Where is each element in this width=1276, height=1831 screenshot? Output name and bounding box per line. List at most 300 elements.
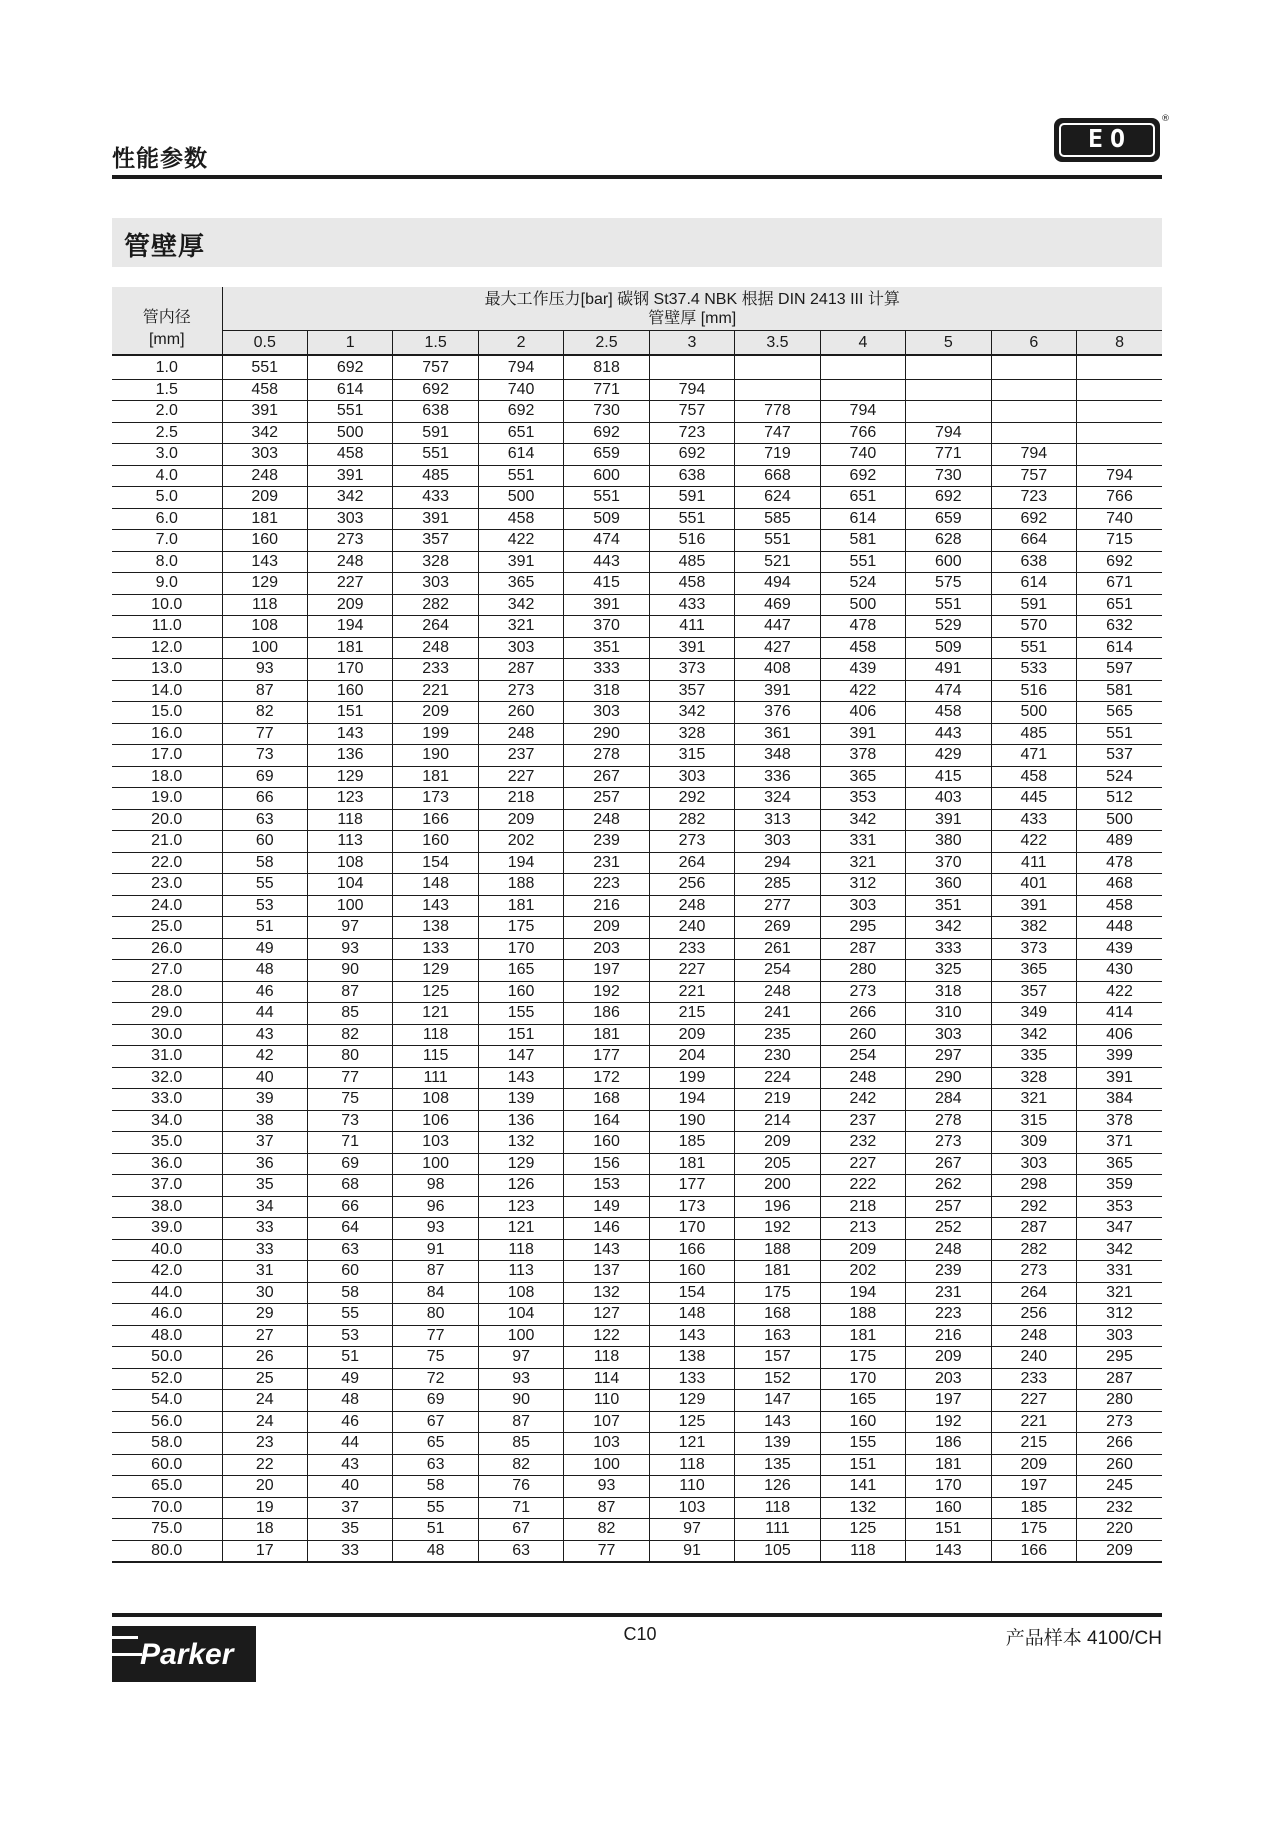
pressure-cell: 494	[735, 573, 820, 595]
pressure-cell: 87	[478, 1411, 563, 1433]
pressure-cell	[820, 355, 905, 379]
table-row	[112, 530, 1162, 552]
pressure-cell: 147	[478, 1046, 563, 1068]
pressure-cell: 794	[906, 422, 991, 444]
pressure-cell: 321	[1077, 1282, 1162, 1304]
registered-mark: ®	[1161, 114, 1170, 124]
pressure-cell: 46	[222, 981, 307, 1003]
pressure-cell: 48	[222, 960, 307, 982]
pressure-cell: 132	[478, 1132, 563, 1154]
table-row	[112, 551, 1162, 573]
pressure-cell: 27	[222, 1325, 307, 1347]
eo-brand-logo	[1054, 114, 1170, 162]
pressure-cell: 241	[735, 1003, 820, 1025]
pressure-cell: 181	[307, 637, 392, 659]
pressure-cell: 85	[478, 1433, 563, 1455]
pressure-cell: 110	[649, 1476, 734, 1498]
pressure-cell: 60	[307, 1261, 392, 1283]
pressure-cell: 66	[307, 1196, 392, 1218]
pressure-cell: 551	[222, 355, 307, 379]
pressure-cell: 458	[478, 508, 563, 530]
table-row	[112, 1497, 1162, 1519]
pressure-cell: 114	[564, 1368, 649, 1390]
pressure-cell: 600	[564, 465, 649, 487]
pressure-cell: 591	[393, 422, 478, 444]
table-row	[112, 938, 1162, 960]
thickness-column-header: 1	[307, 331, 392, 356]
pressure-cell: 197	[991, 1476, 1076, 1498]
pressure-cell: 509	[564, 508, 649, 530]
pressure-cell: 342	[478, 594, 563, 616]
inner-diameter-cell: 12.0	[112, 637, 222, 659]
pressure-cell: 287	[478, 659, 563, 681]
pressure-cell: 335	[991, 1046, 1076, 1068]
pressure-cell: 794	[478, 355, 563, 379]
pressure-cell: 551	[307, 401, 392, 423]
table-caption-line2: 管壁厚 [mm]	[648, 309, 737, 327]
pressure-cell: 433	[393, 487, 478, 509]
pressure-cell: 163	[735, 1325, 820, 1347]
pressure-cell: 415	[564, 573, 649, 595]
table-row	[112, 723, 1162, 745]
pressure-cell: 365	[478, 573, 563, 595]
pressure-cell: 230	[735, 1046, 820, 1068]
pressure-cell: 328	[991, 1067, 1076, 1089]
inner-diameter-cell: 26.0	[112, 938, 222, 960]
pressure-cell: 715	[1077, 530, 1162, 552]
table-row	[112, 1454, 1162, 1476]
pressure-cell: 260	[1077, 1454, 1162, 1476]
pressure-cell: 233	[991, 1368, 1076, 1390]
pressure-cell: 63	[307, 1239, 392, 1261]
pressure-cell: 123	[307, 788, 392, 810]
pressure-cell: 107	[564, 1411, 649, 1433]
pressure-cell: 324	[735, 788, 820, 810]
pressure-cell: 227	[649, 960, 734, 982]
pressure-cell: 203	[906, 1368, 991, 1390]
pressure-cell: 125	[393, 981, 478, 1003]
pressure-cell: 489	[1077, 831, 1162, 853]
thickness-column-header: 4	[820, 331, 905, 356]
pressure-cell: 664	[991, 530, 1076, 552]
pressure-cell: 292	[991, 1196, 1076, 1218]
pressure-cell: 188	[735, 1239, 820, 1261]
pressure-cell: 303	[991, 1153, 1076, 1175]
pressure-cell: 118	[222, 594, 307, 616]
pressure-cell: 256	[649, 874, 734, 896]
pressure-cell: 575	[906, 573, 991, 595]
pressure-cell: 55	[222, 874, 307, 896]
pressure-cell: 380	[906, 831, 991, 853]
pressure-cell: 399	[1077, 1046, 1162, 1068]
pressure-cell: 692	[649, 444, 734, 466]
table-row	[112, 960, 1162, 982]
pressure-cell: 264	[393, 616, 478, 638]
pressure-cell: 290	[906, 1067, 991, 1089]
pressure-cell: 129	[307, 766, 392, 788]
pressure-cell: 141	[820, 1476, 905, 1498]
table-row	[112, 917, 1162, 939]
pressure-cell: 160	[307, 680, 392, 702]
pressure-cell: 757	[991, 465, 1076, 487]
pressure-cell: 794	[991, 444, 1076, 466]
pressure-cell: 342	[649, 702, 734, 724]
inner-diameter-cell: 65.0	[112, 1476, 222, 1498]
table-row	[112, 1153, 1162, 1175]
pressure-cell: 209	[991, 1454, 1076, 1476]
pressure-cell: 216	[564, 895, 649, 917]
pressure-cell: 194	[307, 616, 392, 638]
pressure-cell: 248	[906, 1239, 991, 1261]
pressure-cell: 160	[478, 981, 563, 1003]
pressure-cell: 36	[222, 1153, 307, 1175]
pressure-cell: 44	[222, 1003, 307, 1025]
inner-diameter-cell: 1.0	[112, 355, 222, 379]
pressure-cell: 227	[991, 1390, 1076, 1412]
pressure-cell: 659	[906, 508, 991, 530]
pressure-cell: 757	[649, 401, 734, 423]
pressure-cell: 19	[222, 1497, 307, 1519]
header-divider	[112, 175, 1162, 179]
pressure-cell: 219	[735, 1089, 820, 1111]
pressure-cell: 93	[393, 1218, 478, 1240]
pressure-cell: 129	[222, 573, 307, 595]
pressure-cell: 121	[649, 1433, 734, 1455]
pressure-cell: 458	[649, 573, 734, 595]
pressure-cell: 757	[393, 355, 478, 379]
pressure-cell: 248	[820, 1067, 905, 1089]
pressure-cell: 370	[564, 616, 649, 638]
pressure-cell: 239	[906, 1261, 991, 1283]
pressure-cell	[1077, 422, 1162, 444]
pressure-cell: 294	[735, 852, 820, 874]
pressure-cell	[991, 422, 1076, 444]
pressure-cell: 143	[478, 1067, 563, 1089]
pressure-cell: 93	[222, 659, 307, 681]
pressure-cell: 403	[906, 788, 991, 810]
pressure-cell: 237	[820, 1110, 905, 1132]
inner-diameter-cell: 1.5	[112, 379, 222, 401]
pressure-cell: 125	[820, 1519, 905, 1541]
inner-diameter-cell: 75.0	[112, 1519, 222, 1541]
inner-diameter-cell: 27.0	[112, 960, 222, 982]
pressure-cell: 203	[564, 938, 649, 960]
inner-diameter-cell: 18.0	[112, 766, 222, 788]
pressure-cell: 422	[1077, 981, 1162, 1003]
pressure-cell: 25	[222, 1368, 307, 1390]
pressure-cell: 194	[649, 1089, 734, 1111]
pressure-cell: 248	[478, 723, 563, 745]
inner-diameter-cell: 37.0	[112, 1175, 222, 1197]
thickness-header-row	[112, 331, 1162, 356]
inner-diameter-cell: 48.0	[112, 1325, 222, 1347]
pressure-cell: 113	[478, 1261, 563, 1283]
pressure-cell: 391	[564, 594, 649, 616]
pressure-cell: 143	[564, 1239, 649, 1261]
pressure-cell: 353	[1077, 1196, 1162, 1218]
pressure-cell	[991, 401, 1076, 423]
pressure-cell: 160	[564, 1132, 649, 1154]
table-row	[112, 1003, 1162, 1025]
pressure-cell: 254	[735, 960, 820, 982]
inner-diameter-cell: 2.0	[112, 401, 222, 423]
pressure-cell: 153	[564, 1175, 649, 1197]
pressure-cell: 24	[222, 1411, 307, 1433]
pressure-cell: 348	[735, 745, 820, 767]
pressure-cell: 240	[649, 917, 734, 939]
pressure-cell: 273	[991, 1261, 1076, 1283]
inner-diameter-cell: 30.0	[112, 1024, 222, 1046]
pressure-cell	[649, 355, 734, 379]
pressure-cell: 614	[307, 379, 392, 401]
pressure-cell: 197	[564, 960, 649, 982]
pressure-cell: 292	[649, 788, 734, 810]
pressure-cell: 143	[649, 1325, 734, 1347]
pressure-cell: 318	[564, 680, 649, 702]
pressure-cell: 105	[735, 1540, 820, 1562]
pressure-cell: 175	[991, 1519, 1076, 1541]
catalog-reference: 产品样本 4100/CH	[1005, 1628, 1162, 1649]
pressure-cell: 60	[222, 831, 307, 853]
pressure-cell: 137	[564, 1261, 649, 1283]
pressure-cell: 500	[820, 594, 905, 616]
pressure-cell: 260	[820, 1024, 905, 1046]
inner-diameter-cell: 3.0	[112, 444, 222, 466]
pressure-cell: 82	[222, 702, 307, 724]
pressure-cell: 408	[735, 659, 820, 681]
pressure-cell: 108	[393, 1089, 478, 1111]
pressure-cell: 34	[222, 1196, 307, 1218]
parker-logo-text: Parker	[140, 1638, 234, 1671]
pressure-cell: 151	[307, 702, 392, 724]
pressure-cell: 254	[820, 1046, 905, 1068]
pressure-cell: 581	[820, 530, 905, 552]
pressure-cell: 91	[649, 1540, 734, 1562]
pressure-cell: 264	[649, 852, 734, 874]
pressure-cell: 692	[820, 465, 905, 487]
pressure-cell: 71	[307, 1132, 392, 1154]
table-row	[112, 702, 1162, 724]
pressure-cell: 111	[735, 1519, 820, 1541]
pressure-cell: 181	[735, 1261, 820, 1283]
pressure-cell: 164	[564, 1110, 649, 1132]
pressure-cell: 794	[1077, 465, 1162, 487]
pressure-cell: 248	[564, 809, 649, 831]
pressure-cell: 485	[649, 551, 734, 573]
pressure-cell: 96	[393, 1196, 478, 1218]
table-row	[112, 831, 1162, 853]
pressure-cell: 77	[222, 723, 307, 745]
inner-diameter-cell: 17.0	[112, 745, 222, 767]
pressure-cell: 551	[735, 530, 820, 552]
pressure-cell: 223	[564, 874, 649, 896]
pressure-cell: 196	[735, 1196, 820, 1218]
inner-diameter-cell: 7.0	[112, 530, 222, 552]
pressure-cell: 491	[906, 659, 991, 681]
pressure-cell: 118	[820, 1540, 905, 1562]
pressure-cell: 458	[820, 637, 905, 659]
pressure-cell: 458	[991, 766, 1076, 788]
pressure-cell: 139	[735, 1433, 820, 1455]
pressure-cell: 67	[478, 1519, 563, 1541]
table-row	[112, 788, 1162, 810]
table-row	[112, 573, 1162, 595]
pressure-cell: 77	[307, 1067, 392, 1089]
pressure-cell: 160	[393, 831, 478, 853]
pressure-cell: 651	[478, 422, 563, 444]
pressure-cell: 422	[820, 680, 905, 702]
pressure-cell: 199	[649, 1067, 734, 1089]
inner-diameter-cell: 38.0	[112, 1196, 222, 1218]
pressure-cell: 151	[478, 1024, 563, 1046]
pressure-cell: 209	[564, 917, 649, 939]
pressure-cell: 370	[906, 852, 991, 874]
pressure-cell: 269	[735, 917, 820, 939]
pressure-cell: 614	[820, 508, 905, 530]
pressure-cell: 331	[1077, 1261, 1162, 1283]
pressure-cell: 778	[735, 401, 820, 423]
pressure-cell: 273	[307, 530, 392, 552]
pressure-cell: 231	[906, 1282, 991, 1304]
pressure-cell: 186	[564, 1003, 649, 1025]
inner-diameter-cell: 40.0	[112, 1239, 222, 1261]
pressure-cell: 723	[991, 487, 1076, 509]
table-row	[112, 1024, 1162, 1046]
pressure-cell	[1077, 379, 1162, 401]
pressure-cell: 266	[1077, 1433, 1162, 1455]
pressure-cell: 303	[906, 1024, 991, 1046]
pressure-cell: 175	[735, 1282, 820, 1304]
pressure-cell: 214	[735, 1110, 820, 1132]
pressure-cell: 692	[478, 401, 563, 423]
pressure-cell: 303	[222, 444, 307, 466]
pressure-cell: 166	[393, 809, 478, 831]
pressure-cell: 391	[307, 465, 392, 487]
inner-diameter-cell: 2.5	[112, 422, 222, 444]
table-row	[112, 1519, 1162, 1541]
pressure-cell: 22	[222, 1454, 307, 1476]
inner-diameter-cell: 33.0	[112, 1089, 222, 1111]
pressure-cell: 692	[1077, 551, 1162, 573]
pressure-cell: 474	[564, 530, 649, 552]
thickness-column-header: 2.5	[564, 331, 649, 356]
pressure-cell: 278	[564, 745, 649, 767]
pressure-cell: 213	[820, 1218, 905, 1240]
inner-diameter-cell: 60.0	[112, 1454, 222, 1476]
pressure-cell: 209	[735, 1132, 820, 1154]
table-row	[112, 1196, 1162, 1218]
page-header-title: 性能参数	[112, 146, 208, 172]
section-title: 管壁厚	[124, 232, 206, 262]
page-number: C10	[623, 1624, 657, 1644]
pressure-cell: 190	[393, 745, 478, 767]
pressure-cell: 139	[478, 1089, 563, 1111]
pressure-cell: 551	[393, 444, 478, 466]
pressure-cell: 391	[222, 401, 307, 423]
pressure-cell: 282	[649, 809, 734, 831]
pressure-cell: 309	[991, 1132, 1076, 1154]
inner-diameter-cell: 19.0	[112, 788, 222, 810]
pressure-cell: 209	[222, 487, 307, 509]
pressure-cell: 177	[649, 1175, 734, 1197]
inner-diameter-cell: 15.0	[112, 702, 222, 724]
pressure-cell: 353	[820, 788, 905, 810]
pressure-cell: 63	[478, 1540, 563, 1562]
pressure-cell: 181	[649, 1153, 734, 1175]
inner-diameter-cell: 20.0	[112, 809, 222, 831]
pressure-cell: 151	[906, 1519, 991, 1541]
pressure-cell: 185	[649, 1132, 734, 1154]
pressure-cell: 129	[478, 1153, 563, 1175]
table-row	[112, 1347, 1162, 1369]
pressure-cell: 172	[564, 1067, 649, 1089]
pressure-cell: 73	[307, 1110, 392, 1132]
pressure-cell: 181	[222, 508, 307, 530]
table-row	[112, 637, 1162, 659]
table-row	[112, 1304, 1162, 1326]
pressure-cell: 100	[478, 1325, 563, 1347]
pressure-cell: 100	[393, 1153, 478, 1175]
pressure-cell: 237	[478, 745, 563, 767]
eo-logo-text: EO	[1087, 124, 1133, 153]
inner-diameter-cell: 29.0	[112, 1003, 222, 1025]
pressure-cell: 651	[1077, 594, 1162, 616]
pressure-cell: 285	[735, 874, 820, 896]
inner-diameter-cell: 58.0	[112, 1433, 222, 1455]
pressure-cell: 68	[307, 1175, 392, 1197]
pressure-cell: 373	[991, 938, 1076, 960]
table-row	[112, 981, 1162, 1003]
pressure-cell: 108	[307, 852, 392, 874]
pressure-cell: 614	[991, 573, 1076, 595]
pressure-cell: 181	[906, 1454, 991, 1476]
pressure-cell: 730	[564, 401, 649, 423]
pressure-cell: 227	[478, 766, 563, 788]
pressure-cell: 129	[649, 1390, 734, 1412]
pressure-cell: 248	[735, 981, 820, 1003]
pressure-cell: 143	[735, 1411, 820, 1433]
thickness-column-header: 8	[1077, 331, 1162, 356]
pressure-cell: 445	[991, 788, 1076, 810]
pressure-cell: 166	[649, 1239, 734, 1261]
pressure-cell: 23	[222, 1433, 307, 1455]
pressure-cell: 143	[307, 723, 392, 745]
pressure-cell: 565	[1077, 702, 1162, 724]
pressure-cell: 818	[564, 355, 649, 379]
pressure-cell: 267	[906, 1153, 991, 1175]
table-row	[112, 1261, 1162, 1283]
pressure-cell: 266	[820, 1003, 905, 1025]
pressure-cell: 600	[906, 551, 991, 573]
pressure-cell: 55	[393, 1497, 478, 1519]
pressure-cell: 591	[649, 487, 734, 509]
inner-diameter-cell: 21.0	[112, 831, 222, 853]
pressure-cell: 192	[735, 1218, 820, 1240]
pressure-cell: 40	[222, 1067, 307, 1089]
pressure-cell: 273	[478, 680, 563, 702]
inner-diameter-cell: 36.0	[112, 1153, 222, 1175]
pressure-cell: 433	[991, 809, 1076, 831]
table-row	[112, 874, 1162, 896]
table-row	[112, 401, 1162, 423]
pressure-cell: 290	[564, 723, 649, 745]
pressure-cell: 233	[393, 659, 478, 681]
pressure-cell: 336	[735, 766, 820, 788]
pressure-cell: 118	[393, 1024, 478, 1046]
pressure-cell: 188	[478, 874, 563, 896]
pressure-cell: 278	[906, 1110, 991, 1132]
table-row	[112, 1433, 1162, 1455]
